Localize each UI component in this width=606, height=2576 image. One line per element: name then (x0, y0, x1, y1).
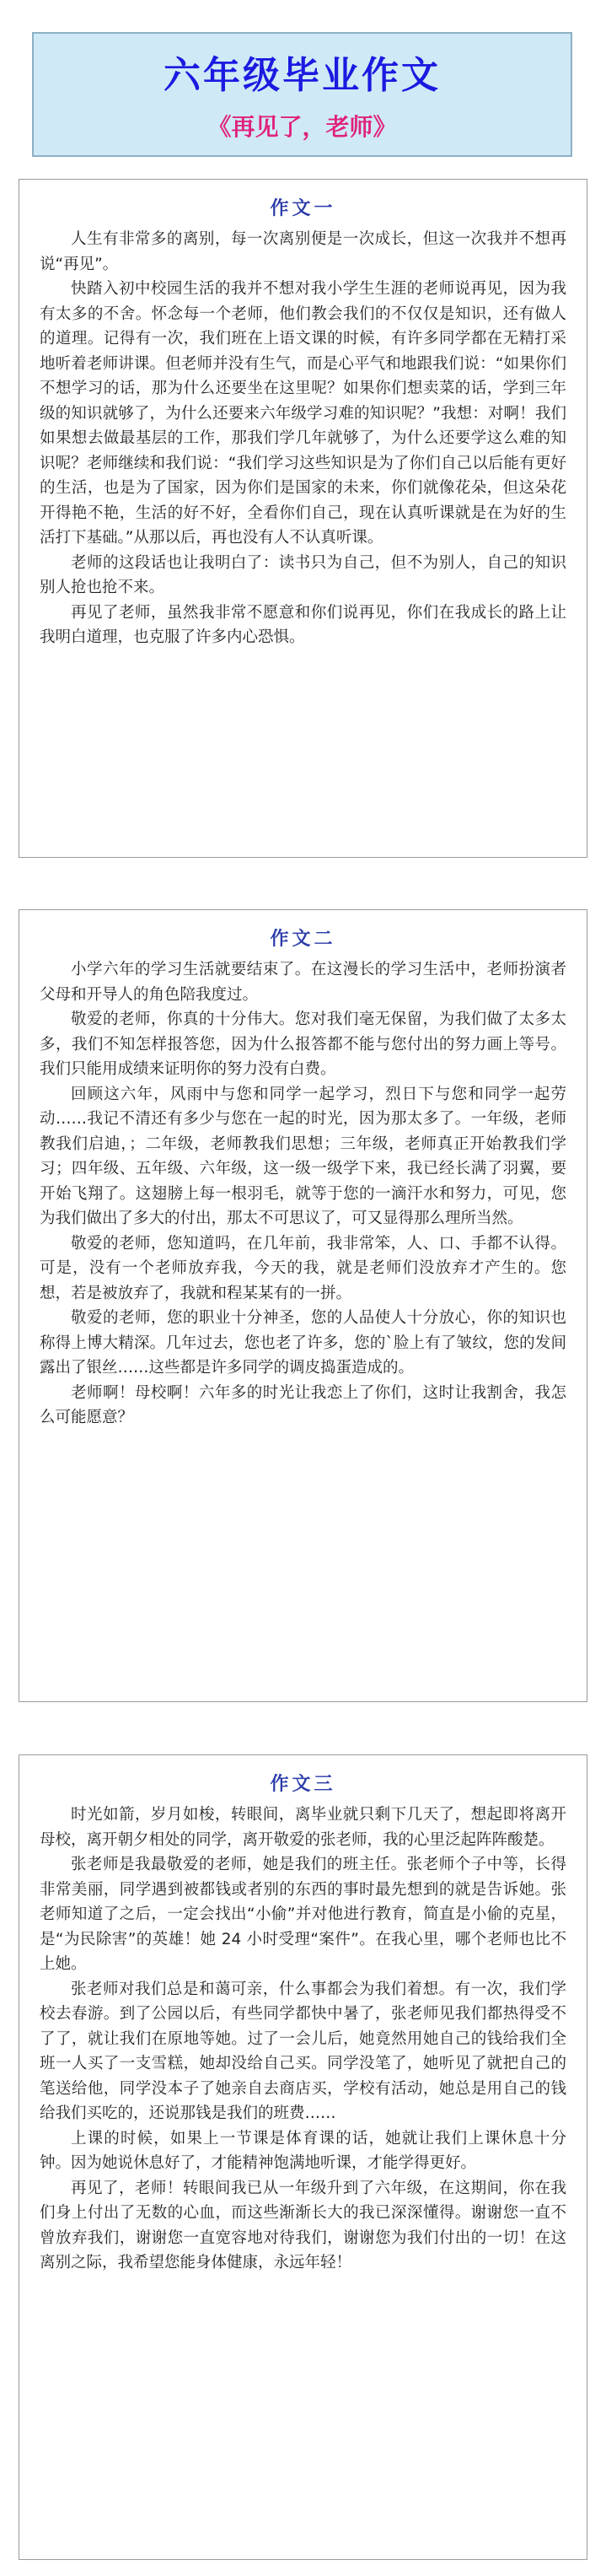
essay-paragraph: 张老师是我最敬爱的老师，她是我们的班主任。张老师个子中等，长得非常美丽，同学遇到被都钱或者别的东西的事时最先想到的就是告诉她。张老师知道了之后，一定会找出“小偷”并对他进行教育，简直是小偷的克星，是“为民除害”的英雄！她 24 小时受理“案件”。在我心里，哪个老师也比不上她。 (40, 1856, 566, 1973)
essay-paragraph: 再见了，老师！转眼间我已从一年级升到了六年级，在这期间，你在我们身上付出了无数的心血，而这些渐渐长大的我已深深懂得。谢谢您一直不曾放弃我们，谢谢您一直宽容地对待我们，谢谢您为我们付出的一切！在这离别之际，我希望您能身体健康，永远年轻！ (40, 2179, 566, 2272)
essay-1 (19, 179, 587, 858)
essay-heading: 作文三 (270, 1774, 336, 1795)
essay-paragraph: 时光如箭，岁月如梭，转眼间，离毕业就只剩下几天了，想起即将离开母校，离开朝夕相处的同学，离开敬爱的张老师，我的心里泛起阵阵酸楚。 (40, 1806, 566, 1849)
essay-paragraph: 回顾这六年，风雨中与您和同学一起学习，烈日下与您和同学一起劳动……我记不清还有多少与您在一起的时光，因为那太多了。一年级，老师教我们启迪，；二年级，老师教我们思想；三年级，老师真正开始教我们学习；四年级、五年级、六年级，这一级一级学下来，我已经长满了羽翼，要开始飞翔了。这翅膀上每一根羽毛，就等于您的一滴汗水和努力，可见，您为我们做出了多大的付出，那太不可思议了，可又显得那么理所当然。 (40, 1085, 566, 1227)
essay-heading: 作文一 (270, 198, 336, 219)
essay-paragraph: 张老师对我们总是和蔼可亲，什么事都会为我们着想。有一次，我们学校去春游。到了公园以后，有些同学都快中暑了，张老师见我们都热得受不了了，就让我们在原地等她。过了一会儿后，她竟然用她自己的钱给我们全班一人买了一支雪糕，她却没给自己买。同学没笔了，她听见了就把自己的笔送给他，同学没本子了她亲自去商店买，学校有活动，她总是用自己的钱给我们买吃的，还说那钱是我们的班费…… (40, 1980, 566, 2122)
essay-paragraph: 人生有非常多的离别，每一次离别便是一次成长，但这一次我并不想再说“再见”。 (40, 230, 566, 273)
essay-paragraph: 再见了老师，虽然我非常不愿意和你们说再见，你们在我成长的路上让我明白道理，也克服了许多内心恐惧。 (40, 603, 566, 646)
essay-paragraph: 上课的时候，如果上一节课是体育课的话，她就让我们上课休息十分钟。因为她说休息好了，才能精神饱满地听课，才能学得更好。 (40, 2129, 566, 2172)
essay-heading: 作文二 (270, 929, 336, 950)
title-banner (32, 32, 572, 157)
page-subtitle: 《再见了，老师》 (207, 113, 397, 141)
essay-paragraph: 老师的这段话也让我明白了：读书只为自己，但不为别人，自己的知识别人抢也抢不来。 (40, 553, 566, 596)
essay-paragraph: 敬爱的老师，你真的十分伟大。您对我们毫无保留，为我们做了太多太多，我们不知怎样报答您，因为什么报答都不能与您付出的努力画上等号。我们只能用成绩来证明你的努力没有白费。 (40, 1010, 566, 1078)
essay-paragraph: 老师啊！母校啊！六年多的时光让我恋上了你们，这时让我割舍，我怎么可能愿意？ (40, 1383, 566, 1426)
essay-3 (19, 1754, 587, 2560)
essay-paragraph: 敬爱的老师，您知道吗，在几年前，我非常笨，人、口、手都不认得。可是，没有一个老师放弃我，今天的我，就是老师们没放弃才产生的。您想，若是被放弃了，我就和程某某有的一拼。 (40, 1234, 566, 1302)
essay-2 (19, 909, 587, 1702)
page-title: 六年级毕业作文 (164, 54, 441, 97)
essay-paragraph: 敬爱的老师，您的职业十分神圣，您的人品使人十分放心，你的知识也称得上博大精深。几年过去，您也老了许多，您的`脸上有了皱纹，您的发间露出了银丝……这些都是许多同学的调皮捣蛋造成的。 (40, 1309, 566, 1377)
essay-paragraph: 小学六年的学习生活就要结束了。在这漫长的学习生活中，老师扮演者父母和开导人的角色陪我度过。 (40, 961, 566, 1004)
essay-paragraph: 快踏入初中校园生活的我并不想对我小学生生涯的老师说再见，因为我有太多的不舍。怀念每一个老师，他们教会我们的不仅仅是知识，还有做人的道理。记得有一次，我们班在上语文课的时候，有许多同学都在无精打采地听着老师讲课。但老师并没有生气，而是心平气和地跟我们说：“如果你们不想学习的话，那为什么还要坐在这里呢？如果你们想卖菜的话，学到三年级的知识就够了，为什么还要来六年级学习难的知识呢？”我想：对啊！我们如果想去做最基层的工作，那我们学几年就够了，为什么还要学这么难的知识呢？老师继续和我们说：“我们学习这些知识是为了你们自己以后能有更好的生活，也是为了国家，因为你们是国家的未来，你们就像花朵，但这朵花开得艳不艳，生活的好不好，全看你们自己，现在认真听课就是在为好的生活打下基础。”从那以后，再也没有人不认真听课。 (40, 280, 566, 547)
